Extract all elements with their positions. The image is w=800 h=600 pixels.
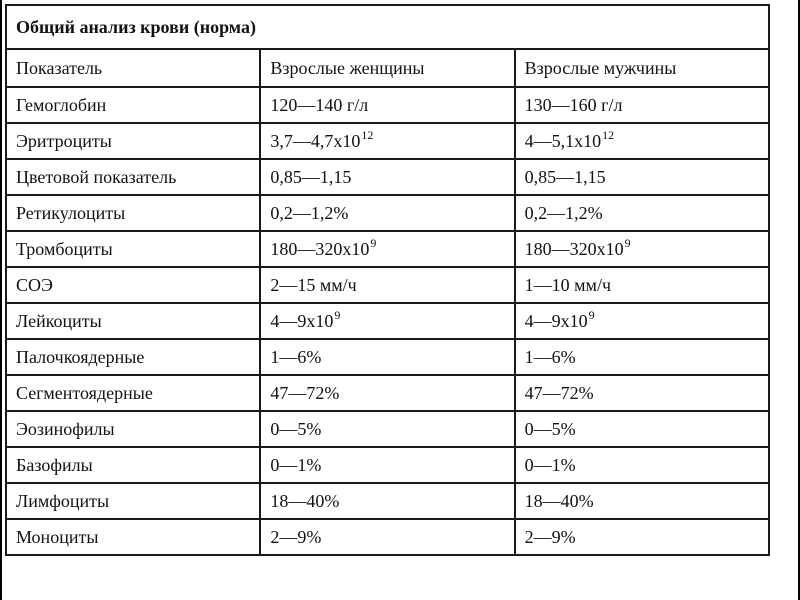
header-row <box>6 49 769 87</box>
indicator-cell <box>6 375 260 411</box>
women-norm-cell-value: 2—9% <box>270 526 322 547</box>
men-norm-cell <box>515 123 769 159</box>
men-norm-cell <box>515 339 769 375</box>
men-norm-cell-value: 4—5,1x10 <box>524 130 602 151</box>
indicator-cell-value: Эритроциты <box>16 130 112 151</box>
women-norm-cell <box>260 339 514 375</box>
men-norm-cell <box>515 447 769 483</box>
women-norm-cell <box>260 87 514 123</box>
women-norm-cell-value: 18—40% <box>270 490 340 511</box>
indicator-cell-value: Эозинофилы <box>16 418 115 439</box>
table-row <box>6 123 769 159</box>
women-norm-cell-exponent: 9 <box>370 235 377 250</box>
men-norm-cell <box>515 483 769 519</box>
indicator-cell <box>6 339 260 375</box>
men-norm-cell-value: 0,2—1,2% <box>524 202 603 223</box>
men-norm-cell <box>515 267 769 303</box>
women-norm-cell-value: 0,2—1,2% <box>270 202 349 223</box>
women-norm-cell-value: 47—72% <box>270 382 340 403</box>
women-norm-cell <box>260 123 514 159</box>
table-title: Общий анализ крови (норма) <box>6 5 769 49</box>
indicator-cell-value: Базофилы <box>16 454 93 475</box>
indicator-cell <box>6 267 260 303</box>
indicator-cell-value: Палочкоядерные <box>16 346 145 367</box>
men-norm-cell <box>515 375 769 411</box>
women-norm-cell <box>260 519 514 555</box>
indicator-cell <box>6 159 260 195</box>
women-norm-cell <box>260 159 514 195</box>
women-norm-cell-value: 2—15 мм/ч <box>270 274 357 295</box>
women-norm-cell-value: 3,7—4,7x10 <box>270 130 361 151</box>
women-norm-cell-exponent: 9 <box>334 307 341 322</box>
table-row <box>6 519 769 555</box>
women-norm-cell-exponent: 12 <box>361 127 374 142</box>
women-norm-cell-value: 120—140 г/л <box>270 94 369 115</box>
women-norm-cell-value: 4—9x10 <box>270 310 334 331</box>
indicator-cell <box>6 195 260 231</box>
indicator-cell-value: Сегментоядерные <box>16 382 153 403</box>
men-norm-cell-value: 2—9% <box>524 526 576 547</box>
women-norm-cell <box>260 195 514 231</box>
indicator-cell-value: Лимфоциты <box>16 490 110 511</box>
women-norm-cell <box>260 375 514 411</box>
women-norm-cell <box>260 411 514 447</box>
men-norm-cell-value: 1—10 мм/ч <box>524 274 611 295</box>
women-norm-cell <box>260 447 514 483</box>
indicator-cell <box>6 123 260 159</box>
men-norm-cell-value: 1—6% <box>524 346 576 367</box>
indicator-cell-value: Гемоглобин <box>16 94 107 115</box>
men-norm-cell-value: 0,85—1,15 <box>524 166 606 187</box>
men-norm-cell-value: 130—160 г/л <box>524 94 623 115</box>
women-norm-cell-value: 0—1% <box>270 454 322 475</box>
table-row <box>6 87 769 123</box>
women-norm-cell <box>260 231 514 267</box>
women-norm-cell <box>260 303 514 339</box>
men-norm-cell <box>515 519 769 555</box>
indicator-cell-value: Тромбоциты <box>16 238 113 259</box>
women-norm-cell <box>260 267 514 303</box>
table-row <box>6 267 769 303</box>
table-row <box>6 447 769 483</box>
indicator-cell <box>6 87 260 123</box>
men-norm-cell-value: 180—320x10 <box>524 238 624 259</box>
header-indicator: Показатель <box>6 49 260 87</box>
table-row <box>6 375 769 411</box>
indicator-cell-value: Цветовой показатель <box>16 166 177 187</box>
women-norm-cell-value: 0,85—1,15 <box>270 166 352 187</box>
table-row <box>6 339 769 375</box>
table-row <box>6 483 769 519</box>
left-frame-edge <box>0 0 2 600</box>
men-norm-cell <box>515 87 769 123</box>
men-norm-cell-exponent: 9 <box>624 235 631 250</box>
indicator-cell <box>6 447 260 483</box>
indicator-cell-value: Лейкоциты <box>16 310 102 331</box>
women-norm-cell-value: 0—5% <box>270 418 322 439</box>
indicator-cell-value: СОЭ <box>16 274 53 295</box>
table-row <box>6 195 769 231</box>
men-norm-cell <box>515 411 769 447</box>
indicator-cell <box>6 483 260 519</box>
men-norm-cell-value: 18—40% <box>524 490 594 511</box>
indicator-cell <box>6 519 260 555</box>
men-norm-cell <box>515 231 769 267</box>
men-norm-cell-value: 0—5% <box>524 418 576 439</box>
women-norm-cell <box>260 483 514 519</box>
header-adult-women: Взрослые женщины <box>260 49 514 87</box>
women-norm-cell-value: 180—320x10 <box>270 238 370 259</box>
men-norm-cell <box>515 195 769 231</box>
table-row <box>6 159 769 195</box>
indicator-cell <box>6 231 260 267</box>
men-norm-cell-exponent: 12 <box>602 127 615 142</box>
men-norm-cell <box>515 159 769 195</box>
blood-test-norms-table <box>5 4 770 556</box>
indicator-cell <box>6 303 260 339</box>
men-norm-cell <box>515 303 769 339</box>
header-adult-men: Взрослые мужчины <box>515 49 769 87</box>
indicator-cell-value: Ретикулоциты <box>16 202 126 223</box>
men-norm-cell-value: 0—1% <box>524 454 576 475</box>
table-row <box>6 303 769 339</box>
table-row <box>6 411 769 447</box>
indicator-cell-value: Моноциты <box>16 526 99 547</box>
men-norm-cell-exponent: 9 <box>588 307 595 322</box>
table-title-row <box>6 5 769 49</box>
men-norm-cell-value: 47—72% <box>524 382 594 403</box>
table-row <box>6 231 769 267</box>
men-norm-cell-value: 4—9x10 <box>524 310 588 331</box>
women-norm-cell-value: 1—6% <box>270 346 322 367</box>
indicator-cell <box>6 411 260 447</box>
